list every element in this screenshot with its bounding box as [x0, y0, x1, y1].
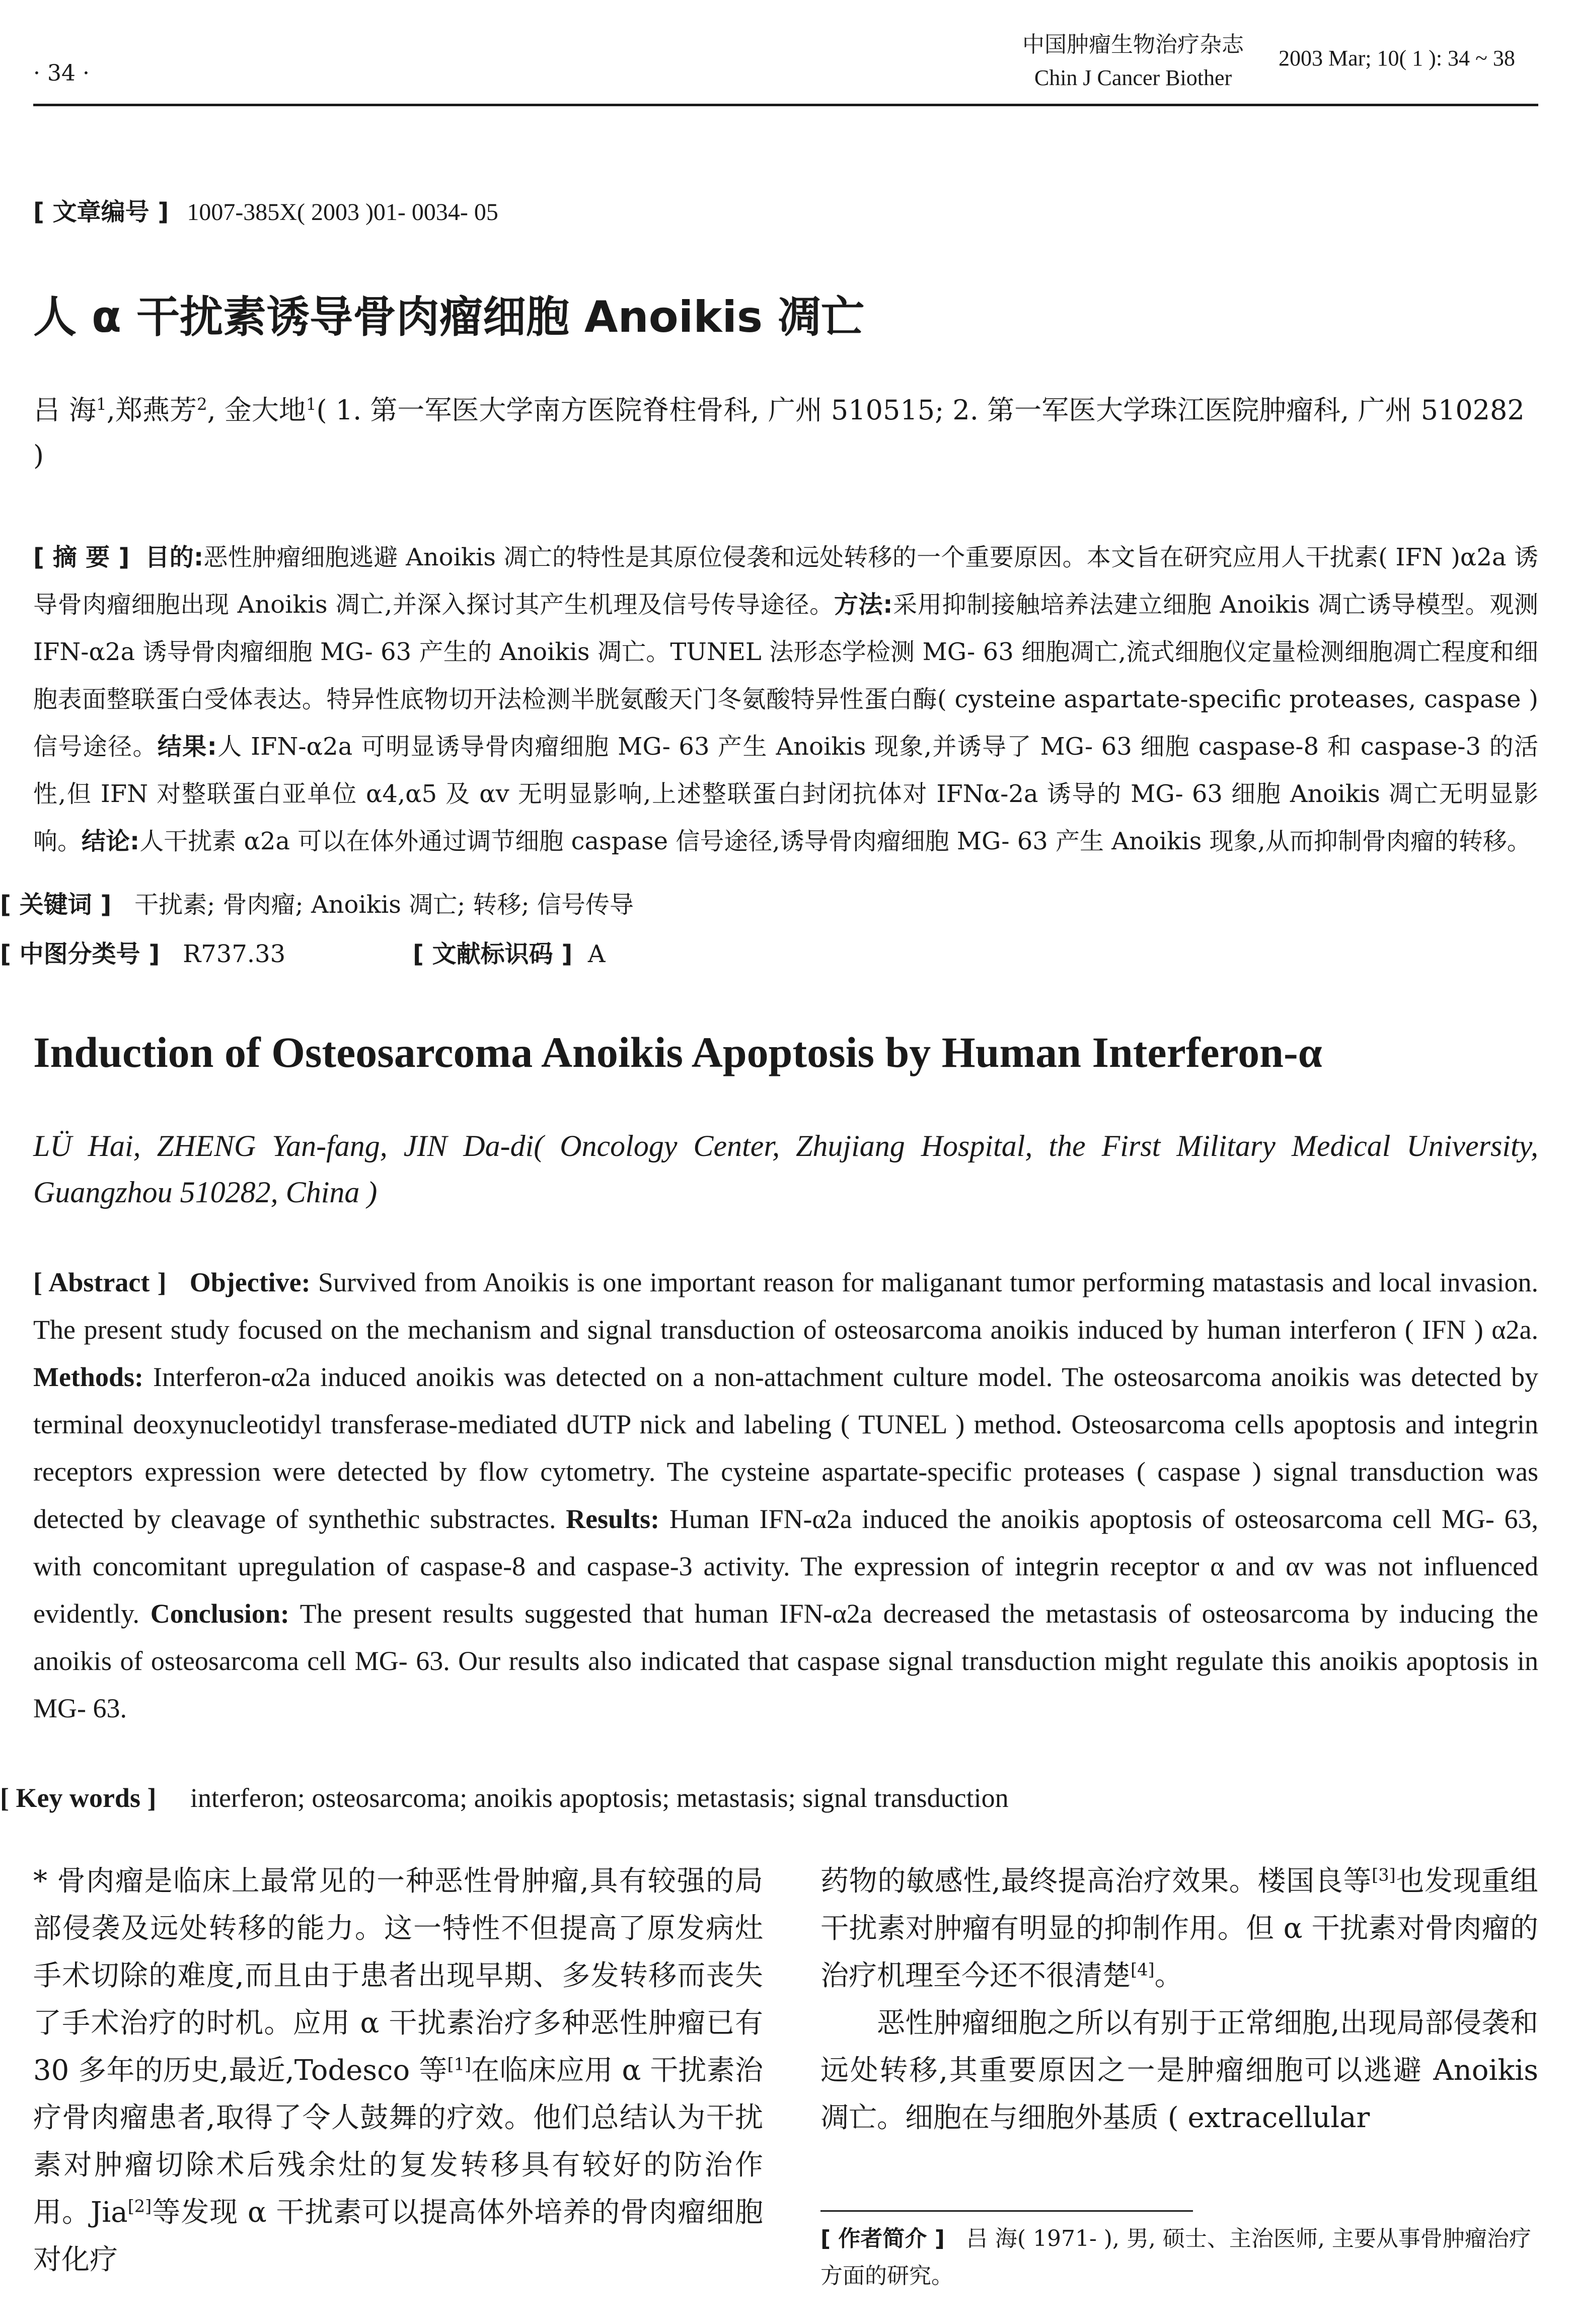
clc-value: R737.33 [183, 940, 286, 968]
title-cn: 人 α 干扰素诱导骨肉瘤细胞 Anoikis 凋亡 [33, 292, 865, 342]
results-label-cn: 结果: [157, 733, 217, 761]
citation-1: [1] [447, 2054, 472, 2074]
abstract-en-label: [ Abstract ] [33, 1267, 167, 1297]
doc-code-label: [ 文献标识码 ] [413, 940, 573, 968]
body-left-text-1: * 骨肉瘤是临床上最常见的一种恶性骨肿瘤,具有较强的局部侵袭及远处转移的能力。这一特性不但提高了原发病灶手术切除的难度,而且由于患者出现早期、多发转移而丧失了手术治疗的时机。应用 α 干扰素治疗多种恶性肿瘤已有 30 多年的历史,最近,Todesco 等 [33, 1865, 763, 2087]
body-right-text-1b: 也发现重组干扰素对肿瘤有明显的抑制作用。但 α 干扰素对骨肉瘤的治疗机理至今还不很清楚 [820, 1865, 1538, 1992]
objective-label-en: Objective: [189, 1267, 311, 1297]
body-right-text-1a: 药物的敏感性,最终提高治疗效果。楼国良等 [820, 1865, 1372, 1898]
citation-3: [3] [1372, 1865, 1396, 1885]
classification-cn [0, 934, 606, 969]
body-right-paragraph-2: 恶性肿瘤细胞之所以有别于正常细胞,出现局部侵袭和远处转移,其重要原因之一是肿瘤细胞可以逃避 Anoikis 凋亡。细胞在与细胞外基质 ( extracellular [820, 2007, 1538, 2134]
conclusion-en: The present results suggested that human IFN-α2a decreased the metastasis of osteosarcoma by inducing the anoikis of osteosarcoma cell MG- 63. Our results also indicated that caspase signal transduction might regulate this anoikis apoptosis in MG- 63. [33, 1599, 1539, 1723]
keywords-cn [0, 885, 634, 920]
abstract-cn [33, 534, 1538, 865]
methods-cn: 采用抑制接触培养法建立细胞 Anoikis 凋亡诱导模型。观测 IFN-α2a 诱导骨肉瘤细胞 MG- 63 产生的 Anoikis 凋亡。TUNEL 法形态学检测 MG- 63 细胞凋亡,流式细胞仪定量检测细胞凋亡程度和细胞表面整联蛋白受体表达。特异性底物切开法检测半胱氨酸天门冬氨酸特异性蛋白酶( cysteine aspartate-specific proteases, caspase )信号途径。 [33, 591, 1538, 761]
journal-volume: 2003 Mar; 10( 1 ): 34 ~ 38 [1279, 46, 1515, 70]
footnote-rule [820, 2210, 1193, 2212]
results-cn: 人 IFN-α2a 可明显诱导骨肉瘤细胞 MG- 63 产生 Anoikis 现象,并诱导了 MG- 63 细胞 caspase-8 和 caspase-3 的活性,但 IFN 对整联蛋白亚单位 α4,α5 及 αv 无明显影响,上述整联蛋白封闭抗体对 IFNα-2a 诱导的 MG- 63 细胞 Anoikis 凋亡无明显影响。 [33, 733, 1538, 855]
article-number-label: [ 文章编号 ] [33, 198, 169, 226]
author-3: , 金大地 [207, 394, 306, 426]
title-en: Induction of Osteosarcoma Anoikis Apoptosis by Human Interferon-α [33, 1028, 1322, 1076]
conclusion-label-cn: 结论: [82, 827, 140, 855]
header-rule [33, 104, 1538, 106]
journal-name-cn: 中国肿瘤生物治疗杂志 [1022, 32, 1244, 57]
author-2-affil: 2 [196, 395, 207, 414]
keywords-en-value: interferon; osteosarcoma; anoikis apoptosis; metastasis; signal transduction [190, 1783, 1009, 1813]
article-number-value: 1007-385X( 2003 )01- 0034- 05 [187, 199, 498, 226]
document-code [413, 934, 606, 969]
page-number: · 34 · [33, 60, 90, 86]
journal-name-en: Chin J Cancer Biother [1034, 65, 1232, 90]
keywords-en [0, 1782, 1009, 1813]
body-right-text-1c: 。 [1154, 1959, 1183, 1992]
results-label-en: Results: [566, 1504, 660, 1534]
authors-en: LÜ Hai, ZHENG Yan-fang, JIN Da-di( Oncology Center, Zhujiang Hospital, the First Military Medical University, Guangzhou 510282, China ) [33, 1129, 1538, 1209]
author-note [820, 2220, 1538, 2295]
body-right-paragraph-1 [820, 1858, 1538, 2000]
keywords-cn-value: 干扰素; 骨肉瘤; Anoikis 凋亡; 转移; 信号传导 [134, 891, 634, 919]
author-2: ,郑燕芳 [106, 394, 197, 426]
author-1-affil: 1 [96, 395, 107, 414]
citation-4: [4] [1131, 1959, 1155, 1980]
keywords-cn-label: [ 关键词 ] [0, 891, 112, 919]
objective-en: Survived from Anoikis is one important reason for maliganant tumor performing matastasis and local invasion. The present study focused on the mechanism and signal transduction of osteosarcoma anoikis induced by human interferon ( IFN ) α2a. [33, 1267, 1538, 1345]
body-left-text-2: 在临床应用 α 干扰素治疗骨肉瘤患者,取得了令人鼓舞的疗效。他们总结认为干扰素对肿瘤切除术后残余灶的复发转移具有较好的防治作用。Jia [33, 2054, 764, 2229]
body-left-column [33, 1858, 763, 2284]
citation-2: [2] [127, 2196, 152, 2216]
author-note-value: 吕 海( 1971- ), 男, 硕士、主治医师, 主要从事骨肿瘤治疗方面的研究。 [820, 2226, 1531, 2289]
conclusion-label-en: Conclusion: [150, 1599, 289, 1629]
methods-label-cn: 方法: [834, 591, 893, 619]
body-left-text-3: 等发现 α 干扰素可以提高体外培养的骨肉瘤细胞对化疗 [33, 2196, 763, 2276]
conclusion-cn: 人干扰素 α2a 可以在体外通过调节细胞 caspase 信号途径,诱导骨肉瘤细胞 MG- 63 产生 Anoikis 现象,从而抑制骨肉瘤的转移。 [139, 827, 1531, 855]
objective-label-cn: 目的: [145, 543, 204, 571]
clc-label: [ 中图分类号 ] [0, 940, 160, 968]
keywords-en-label: [ Key words ] [0, 1783, 157, 1813]
author-note-label: [ 作者简介 ] [820, 2226, 945, 2252]
doc-code-value: A [587, 940, 606, 968]
affiliations-cn: ( 1. 第一军医大学南方医院脊柱骨科, 广州 510515; 2. 第一军医大学珠江医院肿瘤科, 广州 510282 ) [33, 394, 1525, 471]
methods-en: Interferon-α2a induced anoikis was detected on a non-attachment culture model. The osteosarcoma anoikis was detected by terminal deoxynucleotidyl transferase-mediated dUTP nick and labeling ( TUNEL ) method. Osteosarcoma cells apoptosis and integrin receptors expression were detected by flow cytometry. The cysteine aspartate-specific proteases ( caspase ) signal transduction was detected by cleavage of synthethic substractes. [33, 1362, 1538, 1534]
methods-label-en: Methods: [33, 1362, 143, 1392]
abstract-en [33, 1259, 1538, 1732]
article-number [33, 192, 498, 227]
author-1: 吕 海 [33, 394, 97, 426]
objective-cn: 恶性肿瘤细胞逃避 Anoikis 凋亡的特性是其原位侵袭和远处转移的一个重要原因。本文旨在研究应用人干扰素( IFN )α2a 诱导骨肉瘤细胞出现 Anoikis 凋亡,并深入探讨其产生机理及信号传导途径。 [33, 543, 1539, 619]
body-right-column [820, 1858, 1538, 2142]
results-en: Human IFN-α2a induced the anoikis apoptosis of osteosarcoma cell MG- 63, with concomitant upregulation of caspase-8 and caspase-3 activity. The expression of integrin receptor α and αv was not influenced evidently. [33, 1504, 1539, 1629]
author-3-affil: 1 [306, 395, 317, 414]
abstract-cn-label: [ 摘 要 ] [33, 543, 130, 571]
authors-cn [33, 388, 1538, 478]
